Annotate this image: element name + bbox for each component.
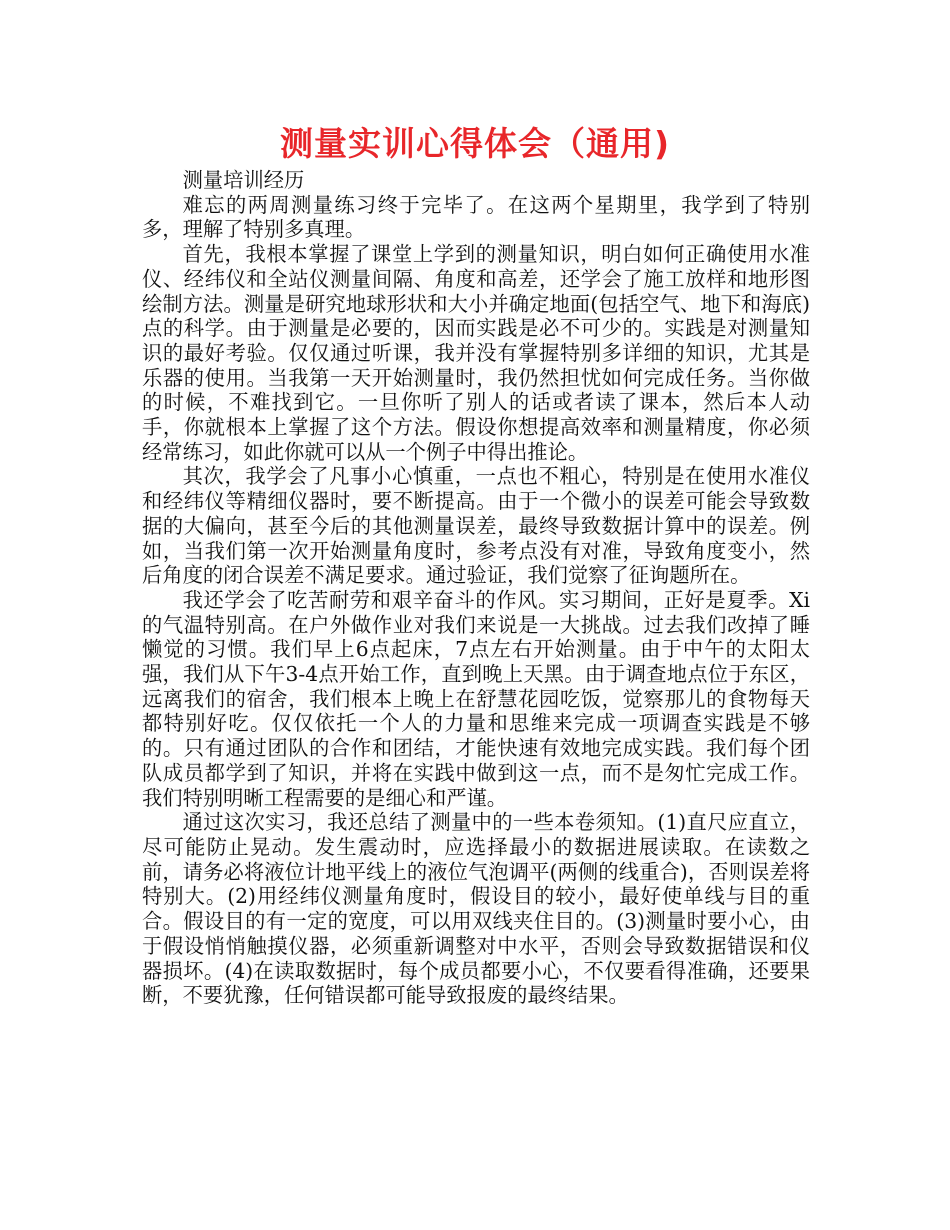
document-body — [142, 168, 810, 1008]
paragraph-second: 其次，我学会了凡事小心慎重，一点也不粗心，特别是在使用水准仪和经纬仪等精细仪器时，要不断提高。由于一个微小的误差可能会导致数据的大偏向，甚至今后的其他测量误差，最终导致数据计算中的误差。例如，当我们第一次开始测量角度时，参考点没有对准，导致角度变小，然后角度的闭合误差不满足要求。通过验证，我们觉察了征询题所在。 — [142, 464, 810, 588]
paragraph-notes: 通过这次实习，我还总结了测量中的一些本卷须知。(1)直尺应直立，尽可能防止晃动。发生震动时，应选择最小的数据进展读取。在读数之前，请务必将液位计地平线上的液位气泡调平(两侧的线重合)，否则误差将特别大。(2)用经纬仪测量角度时，假设目的较小，最好使单线与目的重合。假设目的有一定的宽度，可以用双线夹住目的。(3)测量时要小心，由于假设悄悄触摸仪器，必须重新调整对中水平，否则会导致数据错误和仪器损坏。(4)在读取数据时，每个成员都要小心，不仅要看得准确，还要果断，不要犹豫，任何错误都可能导致报废的最终结果。 — [142, 810, 810, 1008]
paragraph-first: 首先，我根本掌握了课堂上学到的测量知识，明白如何正确使用水准仪、经纬仪和全站仪测量间隔、角度和高差，还学会了施工放样和地形图绘制方法。测量是研究地球形状和大小并确定地面(包括空气、地下和海底)点的科学。由于测量是必要的，因而实践是必不可少的。实践是对测量知识的最好考验。仅仅通过听课，我并没有掌握特别多详细的知识，尤其是乐器的使用。当我第一天开始测量时，我仍然担忧如何完成任务。当你做的时候，不难找到它。一旦你听了别人的话或者读了课本，然后本人动手，你就根本上掌握了这个方法。假设你想提高效率和测量精度，你必须经常练习，如此你就可以从一个例子中得出推论。 — [142, 242, 810, 464]
paragraph-third: 我还学会了吃苦耐劳和艰辛奋斗的作风。实习期间，正好是夏季。Xi的气温特别高。在户外做作业对我们来说是一大挑战。过去我们改掉了睡懒觉的习惯。我们早上6点起床，7点左右开始测量。由于中午的太阳太强，我们从下午3-4点开始工作，直到晚上天黑。由于调查地点位于东区，远离我们的宿舍，我们根本上晚上在舒慧花园吃饭，觉察那儿的食物每天都特别好吃。仅仅依托一个人的力量和思维来完成一项调查实践是不够的。只有通过团队的合作和团结，才能快速有效地完成实践。我们每个团队成员都学到了知识，并将在实践中做到这一点，而不是匆忙完成工作。我们特别明晰工程需要的是细心和严谨。 — [142, 587, 810, 810]
paragraph-intro: 难忘的两周测量练习终于完毕了。在这两个星期里，我学到了特别多，理解了特别多真理。 — [142, 192, 810, 242]
section-heading: 测量培训经历 — [182, 168, 305, 192]
document-title: 测量实训心得体会（通用) — [279, 124, 671, 163]
